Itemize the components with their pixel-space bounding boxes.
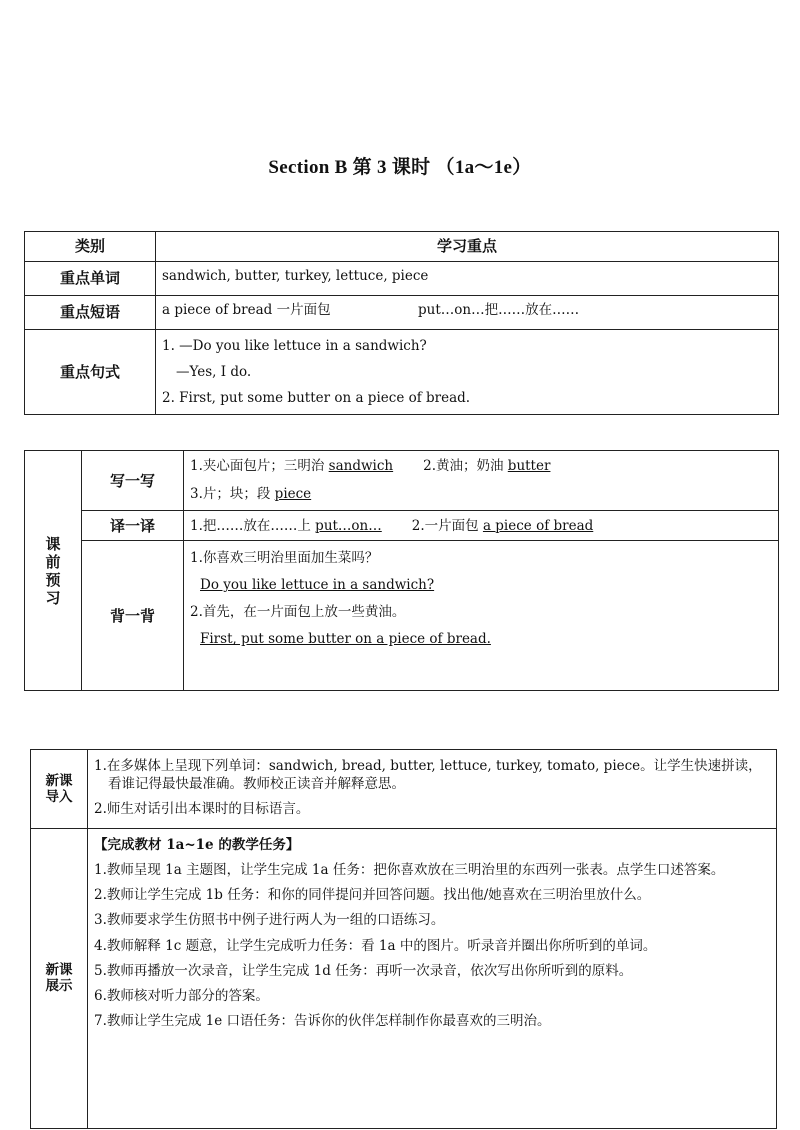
table-row: [31, 750, 777, 829]
row-label: 译一译: [82, 511, 184, 541]
row-content: [88, 750, 777, 829]
paragraph: 7.教师让学生完成 1e 口语任务：告诉你的伙伴怎样制作你最喜欢的三明治。: [94, 1013, 551, 1030]
answer-text: First, put some butter on a piece of bread.: [200, 631, 491, 648]
table-row: [25, 541, 779, 691]
phrase-1: a piece of bread 一片面包: [162, 302, 331, 318]
row-content: [156, 330, 779, 415]
task-heading: 【完成教材 1a~1e 的教学任务】: [94, 836, 300, 853]
row-label: 重点单词: [25, 262, 156, 296]
table-row: [25, 511, 779, 541]
answer-text: piece: [274, 485, 312, 502]
preview-table: [24, 450, 779, 691]
answer-text: sandwich: [328, 458, 394, 474]
header-focus: 学习重点: [156, 232, 779, 262]
table-row: [31, 828, 777, 1128]
key-points-table: [24, 231, 779, 415]
paragraph: 2.教师让学生完成 1b 任务：和你的同伴提问并回答问题。找出他/她喜欢在三明治里放什么。: [94, 887, 651, 904]
sentence-line: 2. First, put some butter on a piece of bread.: [162, 390, 471, 407]
row-label: 重点句式: [25, 330, 156, 415]
paragraph: 5.教师再播放一次录音，让学生完成 1d 任务：再听一次录音，依次写出你所听到的原料。: [94, 962, 633, 979]
table-row: [25, 262, 779, 296]
phrase-2: put…on…把……放在……: [418, 302, 580, 318]
table-header-row: [25, 232, 779, 262]
row-label: 重点短语: [25, 296, 156, 330]
lesson-table: [30, 749, 777, 1129]
row-content: 1.把……放在……上 put…on… 2.一片面包 a piece of bread: [184, 511, 779, 541]
answer-text: put…on…: [315, 517, 382, 534]
sentence-line: 1. —Do you like lettuce in a sandwich?: [162, 337, 427, 354]
answer-text: a piece of bread: [482, 517, 594, 534]
row-content: 1.夹心面包片；三明治 sandwich 2.黄油；奶油 butter 3.片；块；段 piece: [184, 451, 779, 511]
row-content: sandwich, butter, turkey, lettuce, piece: [156, 262, 779, 296]
section-label-preview: 课前预习: [25, 451, 82, 691]
paragraph: 1.在多媒体上呈现下列单词：sandwich, bread, butter, lettuce, turkey, tomato, piece。让学生快速拼读，看谁记得最快最准确。教师校正读音并解释意思。: [94, 758, 762, 793]
table-row: [25, 296, 779, 330]
row-label: 写一写: [82, 451, 184, 511]
paragraph: 3.教师要求学生仿照书中例子进行两人为一组的口语练习。: [94, 912, 445, 929]
table-row: [25, 330, 779, 415]
page-title: Section B 第 3 课时 （1a～1e）: [268, 157, 532, 178]
row-content: [156, 296, 779, 330]
row-content: [88, 828, 777, 1128]
section-label-intro: 新课导入: [31, 750, 88, 829]
paragraph: 6.教师核对听力部分的答案。: [94, 987, 269, 1004]
table-row: [25, 451, 779, 511]
answer-text: Do you like lettuce in a sandwich?: [200, 577, 435, 594]
sentence-line: —Yes, I do.: [176, 363, 252, 380]
answer-text: butter: [507, 458, 551, 474]
paragraph: 4.教师解释 1c 题意，让学生完成听力任务：看 1a 中的图片。听录音并圈出你所听到的单词。: [94, 937, 657, 954]
header-category: 类别: [25, 232, 156, 262]
section-label-display: 新课展示: [31, 828, 88, 1128]
paragraph: 2.师生对话引出本课时的目标语言。: [94, 801, 310, 818]
row-label: 背一背: [82, 541, 184, 691]
row-content: 1.你喜欢三明治里面加生菜吗？ Do you like lettuce in a sandwich? 2.首先，在一片面包上放一些黄油。 First, put some butter on a piece of bread.: [184, 541, 779, 691]
paragraph: 1.教师呈现 1a 主题图，让学生完成 1a 任务：把你喜欢放在三明治里的东西列一张表。点学生口述答案。: [94, 861, 725, 878]
